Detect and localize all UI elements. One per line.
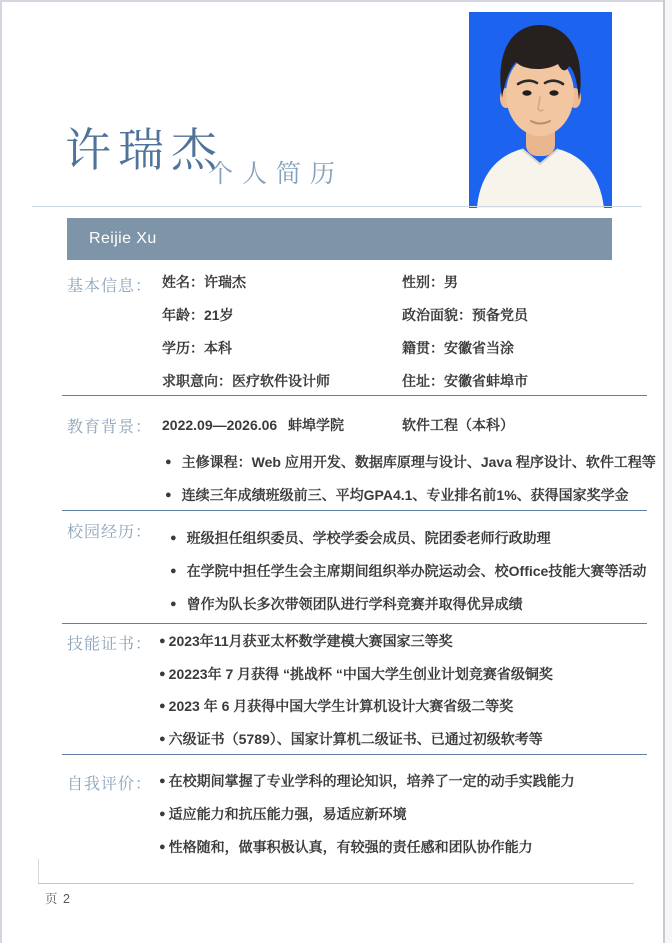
list-item <box>159 838 533 857</box>
section-divider <box>62 623 647 624</box>
section-label-campus: 校园经历： <box>67 524 153 541</box>
bullet-icon: ● <box>159 733 166 745</box>
bullet-text: 六级证书（5789）、国家计算机二级证书、已通过初级软考等 <box>168 731 543 747</box>
list-item <box>170 562 646 581</box>
header-divider <box>32 206 642 207</box>
page-right-edge <box>663 0 665 943</box>
id-photo <box>469 12 612 208</box>
bullet-text: 连续三年成绩班级前三、平均GPA4.1、专业排名前1%、获得国家奖学金 <box>181 487 629 503</box>
section-label-self-evaluation: 自我评价： <box>67 776 153 793</box>
bullet-icon: ● <box>159 808 166 820</box>
list-item <box>159 697 513 716</box>
section-label-education: 教育背景： <box>67 419 153 436</box>
bullet-text: 2023年11月获亚太杯数学建模大赛国家三等奖 <box>168 633 453 649</box>
bullet-icon: ● <box>159 635 166 647</box>
field-hometown: 籍贯：安徽省当涂 <box>402 340 514 356</box>
field-name: 姓名：许瑞杰 <box>162 274 246 290</box>
list-item <box>159 805 407 824</box>
bullet-text: 适应能力和抗压能力强，易适应新环境 <box>168 806 407 822</box>
field-politics: 政治面貌：预备党员 <box>402 307 528 323</box>
list-item <box>159 632 453 651</box>
bullet-icon: ● <box>165 456 172 468</box>
portrait-illustration <box>469 12 612 208</box>
bullet-text: 曾作为队长多次带领团队进行学科竞赛并取得优异成绩 <box>186 596 523 612</box>
field-address: 住址：安徽省蚌埠市 <box>402 373 528 389</box>
section-divider <box>62 510 647 511</box>
resume-subtitle: 个人简历 <box>208 161 345 188</box>
bullet-icon: ● <box>165 489 172 501</box>
section-label-skills: 技能证书： <box>67 636 153 653</box>
list-item <box>170 529 551 548</box>
education-school: 蚌埠学院 <box>288 417 344 433</box>
bullet-icon: ● <box>159 841 166 853</box>
field-age: 年龄：21岁 <box>162 307 234 323</box>
bullet-text: 班级担任组织委员、学校学委会成员、院团委老师行政助理 <box>186 530 551 546</box>
bullet-text: 在学院中担任学生会主席期间组织举办院运动会、校Office技能大赛等活动 <box>186 563 647 579</box>
candidate-name: 许瑞杰 <box>65 125 224 176</box>
section-divider <box>62 395 647 396</box>
bullet-icon: ● <box>159 775 166 787</box>
bullet-icon: ● <box>170 598 177 610</box>
margin-crop-mark <box>38 859 39 883</box>
education-period: 2022.09—2026.06 <box>162 417 278 433</box>
education-degree: 软件工程（本科） <box>402 417 514 433</box>
list-item <box>165 486 629 505</box>
field-degree: 学历：本科 <box>162 340 232 356</box>
bullet-text: 20223年 7 月获得 “挑战杯 “中国大学生创业计划竞赛省级铜奖 <box>168 666 553 682</box>
section-label-basic-info: 基本信息： <box>67 278 153 295</box>
list-item <box>170 595 523 614</box>
list-item <box>159 665 553 684</box>
bullet-icon: ● <box>170 565 177 577</box>
bullet-text: 性格随和，做事积极认真，有较强的责任感和团队协作能力 <box>168 839 533 855</box>
field-objective: 求职意向：医疗软件设计师 <box>162 373 330 389</box>
list-item <box>159 730 543 749</box>
bullet-text: 2023 年 6 月获得中国大学生计算机设计大赛省级二等奖 <box>168 698 514 714</box>
field-gender: 性别：男 <box>402 274 458 290</box>
name-banner: Reijie Xu <box>67 218 612 260</box>
list-item <box>165 453 656 472</box>
bullet-icon: ● <box>159 700 166 712</box>
bullet-text: 在校期间掌握了专业学科的理论知识，培养了一定的动手实践能力 <box>168 773 575 789</box>
list-item <box>159 772 575 791</box>
footer-divider <box>38 883 634 884</box>
page-number: 页 2 <box>45 892 71 906</box>
bullet-text: 主修课程：Web 应用开发、数据库原理与设计、Java 程序设计、软件工程等 <box>181 454 656 470</box>
bullet-icon: ● <box>170 532 177 544</box>
section-divider <box>62 754 647 755</box>
bullet-icon: ● <box>159 668 166 680</box>
